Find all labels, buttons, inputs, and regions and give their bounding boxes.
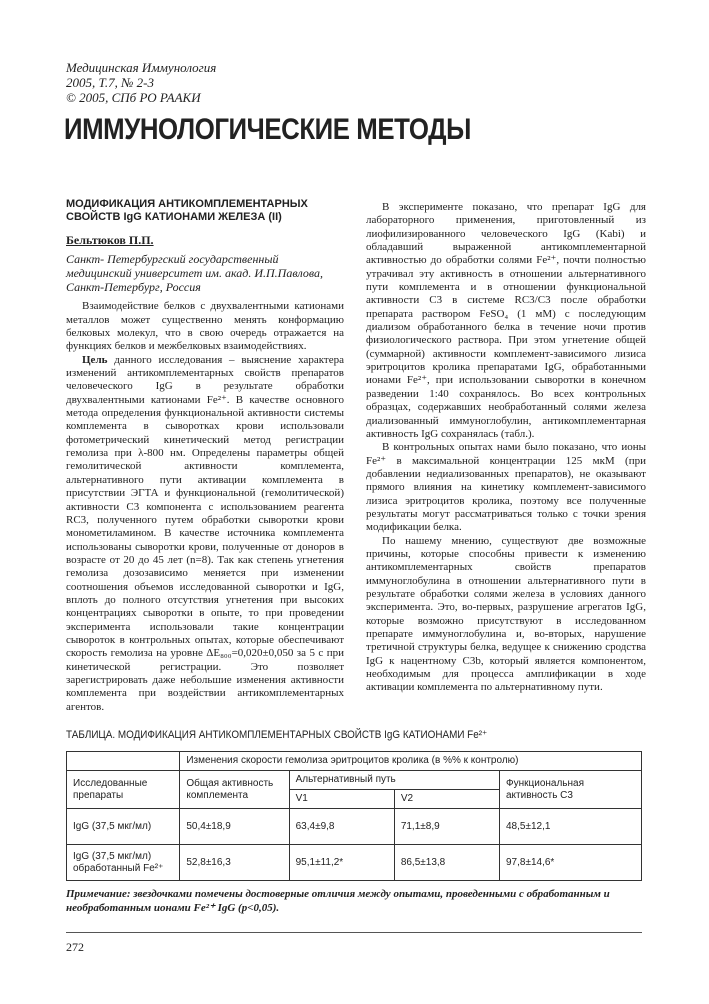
header-alternative-path: Альтернативный путь bbox=[289, 771, 499, 790]
paragraph-aim bbox=[66, 354, 344, 714]
journal-name: Медицинская Иммунология bbox=[66, 60, 217, 75]
table-header-row bbox=[67, 771, 642, 790]
article-title bbox=[66, 198, 344, 224]
header-preparations: Исследованные препараты bbox=[67, 771, 180, 809]
left-column bbox=[66, 198, 344, 714]
header-functional-c3: Функциональная активность С3 bbox=[500, 771, 642, 809]
author: Бельтюков П.П. bbox=[66, 233, 154, 247]
cell-total: 52,8±16,3 bbox=[180, 845, 289, 881]
cell-functional: 48,5±12,1 bbox=[500, 809, 642, 845]
header-v2: V2 bbox=[394, 790, 499, 809]
affiliation: Санкт- Петербургский государственный медицинский университет им. акад. И.П.Павлова, Санкт-Петербург, Россия bbox=[66, 252, 324, 295]
paragraph-controls: В контрольных опытах нами было показано, что ионы Fe²⁺ в максимальной концентрации 125 мкМ (при добавлении недиализованных препаратов), не оказывают прямого влияния на кинетику комплемент-зависимого лизиса эритроцитов кролика, поэтому все полученные результаты могут рассматриваться только с точки зрения модификации белка. bbox=[366, 441, 646, 534]
table-row bbox=[67, 809, 642, 845]
paragraph-discussion: По нашему мнению, существуют две возможные причины, которые способны привести к изменению антикомплементарных свойств препаратов иммуноглобулина в отношении альтернативного пути в результате обработки солями железа в условиях данного эксперимента. Это, во-первых, разрушение агрегатов IgG, которые возможно присутствуют в исследованном препарате иммуноглобулина и, во-вторых, нарушение третичной структуры белка, ведущее к снижению сродства IgG к нацентному C3b, который является компонентом, необходимым для процесса амплификации в ходе активации комплемента по альтернативному пути. bbox=[366, 534, 646, 694]
cell-v2: 71,1±8,9 bbox=[394, 809, 499, 845]
results-table bbox=[66, 751, 642, 881]
table-header-row bbox=[67, 752, 642, 771]
header-v1: V1 bbox=[289, 790, 394, 809]
cell-v1: 95,1±11,2* bbox=[289, 845, 394, 881]
cell-preparation: IgG (37,5 мкг/мл) обработанный Fe²⁺ bbox=[67, 845, 180, 881]
journal-header bbox=[66, 60, 216, 105]
cell-preparation: IgG (37,5 мкг/мл) bbox=[67, 809, 180, 845]
footer-divider bbox=[66, 932, 642, 933]
cell-functional: 97,8±14,6* bbox=[500, 845, 642, 881]
aim-label: Цель bbox=[82, 353, 108, 366]
article-title-line1: МОДИФИКАЦИЯ АНТИКОМПЛЕМЕНТАРНЫХ bbox=[66, 198, 308, 210]
journal-volume: 2005, Т.7, № 2-3 bbox=[66, 75, 154, 90]
article-title-line2: СВОЙСТВ IgG КАТИОНАМИ ЖЕЛЕЗА (II) bbox=[66, 211, 282, 223]
table-caption: ТАБЛИЦА. МОДИФИКАЦИЯ АНТИКОМПЛЕМЕНТАРНЫХ СВОЙСТВ IgG КАТИОНАМИ Fe²⁺ bbox=[66, 729, 488, 741]
page-number: 272 bbox=[66, 940, 84, 954]
cell-v2: 86,5±13,8 bbox=[394, 845, 499, 881]
cell-total: 50,4±18,9 bbox=[180, 809, 289, 845]
right-column bbox=[366, 201, 646, 695]
cell-v1: 63,4±9,8 bbox=[289, 809, 394, 845]
journal-copyright: © 2005, СПб РО РААКИ bbox=[66, 90, 201, 105]
paragraph-results: В эксперименте показано, что препарат IgG для лабораторного применения, приготовленный из лиофилизированного человеческого IgG (Kabi) и обладавший выраженной антикомплементарной активностью до обработки солями Fe²⁺, почти полностью утрачивал эту активность в отношении альтернативного пути комплемента и в отношении функциональной активности С3 в системе RC3/C3 после обработки препарата раствором FeSO₄ (1 мМ) с последующим диализом обработанного белка в течение ночи против физиологического раствора. При этом угнетение общей (суммарной) активности комплемент-зависимого лизиса эритроцитов кролика препаратами IgG, обработанными ионами Fe²⁺, при использовании сыворотки в конечном разведении 1:40 сохранялось. Во всех контрольных образцах, содержавших необработанный солями железа диализованный иммуноглобулин, антикомплементарная активность IgG сохранялась (табл.). bbox=[366, 201, 646, 440]
header-span: Изменения скорости гемолиза эритроцитов кролика (в %% к контролю) bbox=[180, 752, 642, 771]
table-note: Примечание: звездочками помечены достоверные отличия между опытами, проведенными с обработанным и необработанным ионами Fe²⁺ IgG (p<0,05). bbox=[66, 888, 610, 914]
header-total-activity: Общая активность комплемента bbox=[180, 771, 289, 809]
aim-text: данного исследования – выяснение характера изменений антикомплементарных свойств препаратов человеческого IgG в результате обработки двухвалентными катионами Fe²⁺. В качестве основного метода определения функциональной активности системы комплемента в сыворотках крови использовали фотометрический кинетический метод регистрации гемолиза при λ-800 нм. Определены параметры общей гемолитической активности комплемента, альтернативного пути активации комплемента в присутствии ЭГТА и функциональной (гемолитической) активности С3 компонента с использованием реагента RC3, полученного путем обработки сыворотки крови монометиламином. В качестве источника комплемента использованы сыворотки крови, полученные от доноров в возрасте от 20 до 45 лет (n=8). Так как степень угнетения гемолиза дозозависимо меняется при изменении соотношения объемов исследованной сыворотки и IgG, вплоть до полного отсутствия угнетения при высоких концентрациях сыворотки в опыте, то при проведении эксперимента использовали такие концентрации сывороток в контрольных опытах, которые обеспечивают скорость гемолиза на уровне ΔE₈₀₀=0,020±0,050 за 5 с при кинетической регистрации. Это позволяет зарегистрировать даже небольшие изменения активности комплемента при воздействии антикомплементарных агентов. bbox=[66, 353, 344, 713]
paragraph-intro: Взаимодействие белков с двухвалентными катионами металлов может существенно менять конформацию белковых молекул, что в свою очередь отражается на функциях белков и межбелковых взаимодействиях. bbox=[66, 300, 344, 353]
table-row bbox=[67, 845, 642, 881]
section-title: ИММУНОЛОГИЧЕСКИЕ МЕТОДЫ bbox=[64, 113, 471, 146]
